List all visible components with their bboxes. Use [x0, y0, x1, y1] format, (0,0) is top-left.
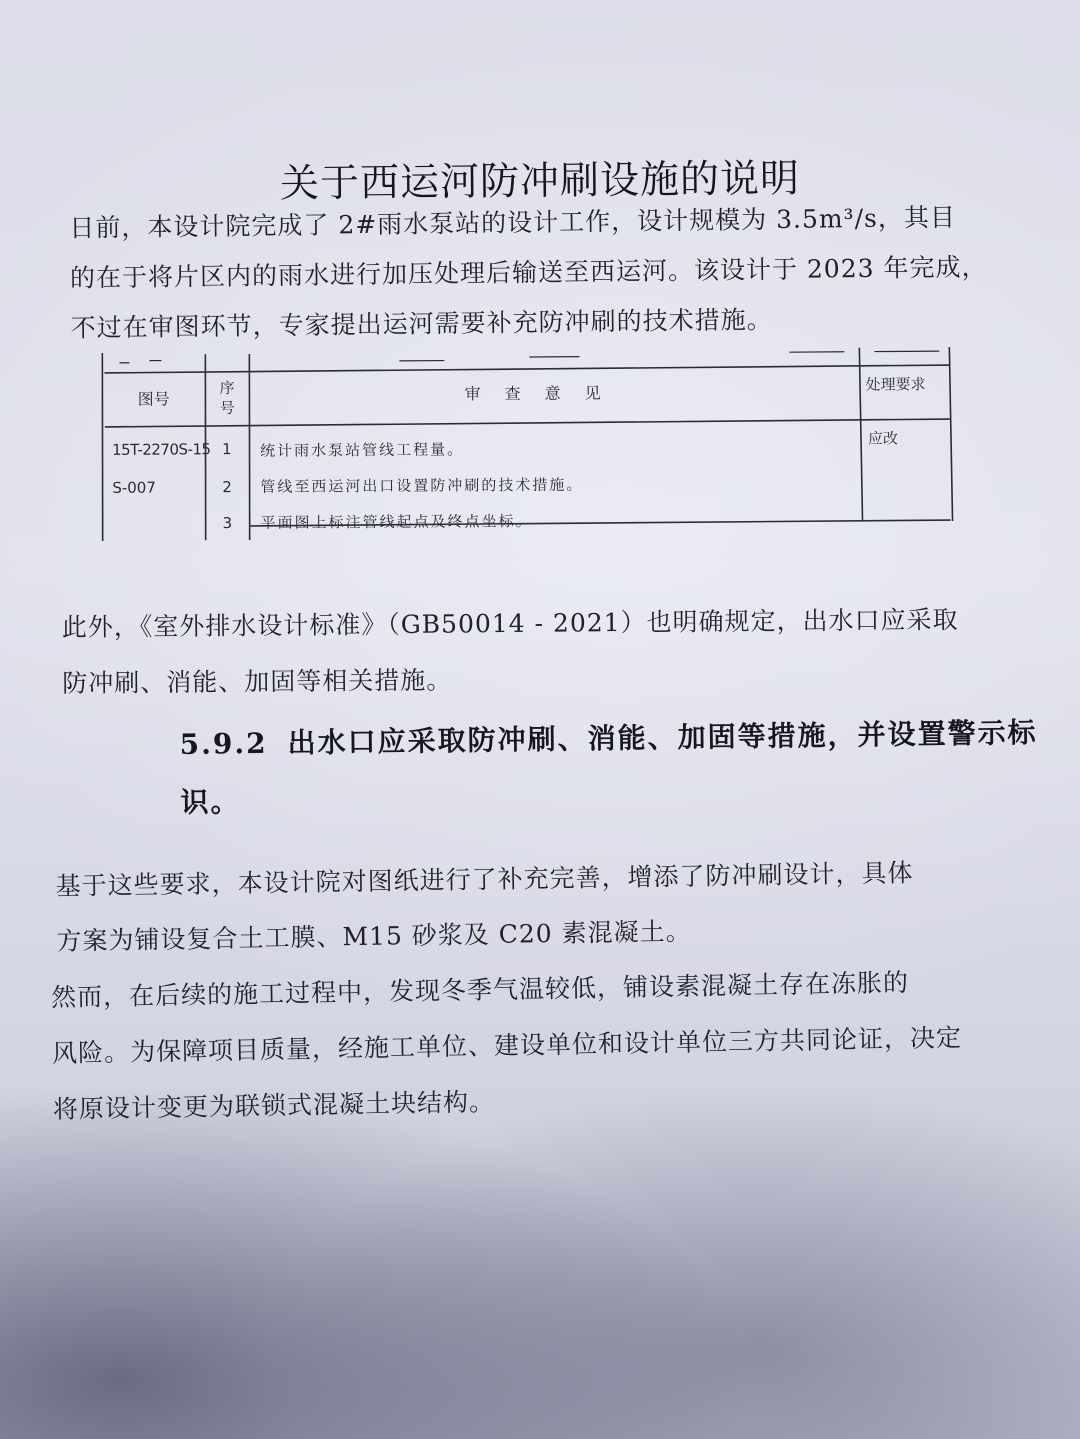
- review-table: [99, 345, 955, 543]
- header-requirement: 处理要求: [865, 375, 926, 394]
- header-seq: 序号: [219, 379, 235, 418]
- row-opinion-2: 管线至西运河出口设置防冲刷的技术措施。: [260, 475, 584, 496]
- paragraph-line: 日前，本设计院完成了 2#雨水泵站的设计工作，设计规模为 3.5m³/s，其目: [69, 202, 957, 243]
- paragraph-line: 的在于将片区内的雨水进行加压处理后输送至西运河。该设计于 2023 年完成，: [69, 252, 988, 293]
- paragraph-line: 然而，在后续的施工过程中，发现冬季气温较低，铺设素混凝土存在冻胀的: [50, 967, 910, 1012]
- requirement-value: 应改: [867, 429, 899, 448]
- paragraph-line: 方案为铺设复合土工膜、M15 砂浆及 C20 素混凝土。: [56, 916, 692, 956]
- row-opinion-1: 统计雨水泵站管线工程量。: [259, 440, 465, 460]
- row-seq-1: 1: [221, 440, 232, 459]
- paragraph-line: 基于这些要求，本设计院对图纸进行了补充完善，增添了防冲刷设计，具体: [55, 858, 914, 901]
- document-title: 关于西运河防冲刷设施的说明: [279, 156, 801, 207]
- clause-text: 识。: [180, 785, 241, 819]
- standard-clause: [179, 704, 1039, 832]
- paragraph-change: [51, 954, 964, 1138]
- paragraph-line: 此外，《室外排水设计标准》（GB50014 - 2021）也明确规定，出水口应采取: [61, 605, 959, 642]
- drawing-number-2: S-007: [112, 478, 156, 497]
- row-seq-3: 3: [222, 514, 233, 533]
- clause-number: 5.9.2: [179, 726, 268, 761]
- clause-text: 出水口应采取防冲刷、消能、加固等措施，并设置警示标: [287, 716, 1038, 760]
- drawing-number-1: 15T-2270S-15: [111, 440, 211, 459]
- header-opinion: 审查意见: [464, 383, 625, 404]
- paragraph-standard: [62, 592, 960, 712]
- row-seq-2: 2: [222, 478, 232, 497]
- paragraph-intro: [69, 192, 988, 353]
- header-drawing-no: 图号: [137, 389, 170, 409]
- paragraph-design: [55, 845, 915, 968]
- row-opinion-3: 平面图上标注管线起点及终点坐标。: [260, 511, 533, 532]
- paragraph-line: 防冲刷、消能、加固等相关措施。: [62, 665, 453, 698]
- paragraph-line: 风险。为保障项目质量，经施工单位、建设单位和设计单位三方共同论证，决定: [51, 1023, 963, 1068]
- paragraph-line: 将原设计变更为联锁式混凝土块结构。: [52, 1087, 496, 1124]
- paragraph-line: 不过在审图环节，专家提出运河需要补充防冲刷的技术措施。: [70, 305, 773, 343]
